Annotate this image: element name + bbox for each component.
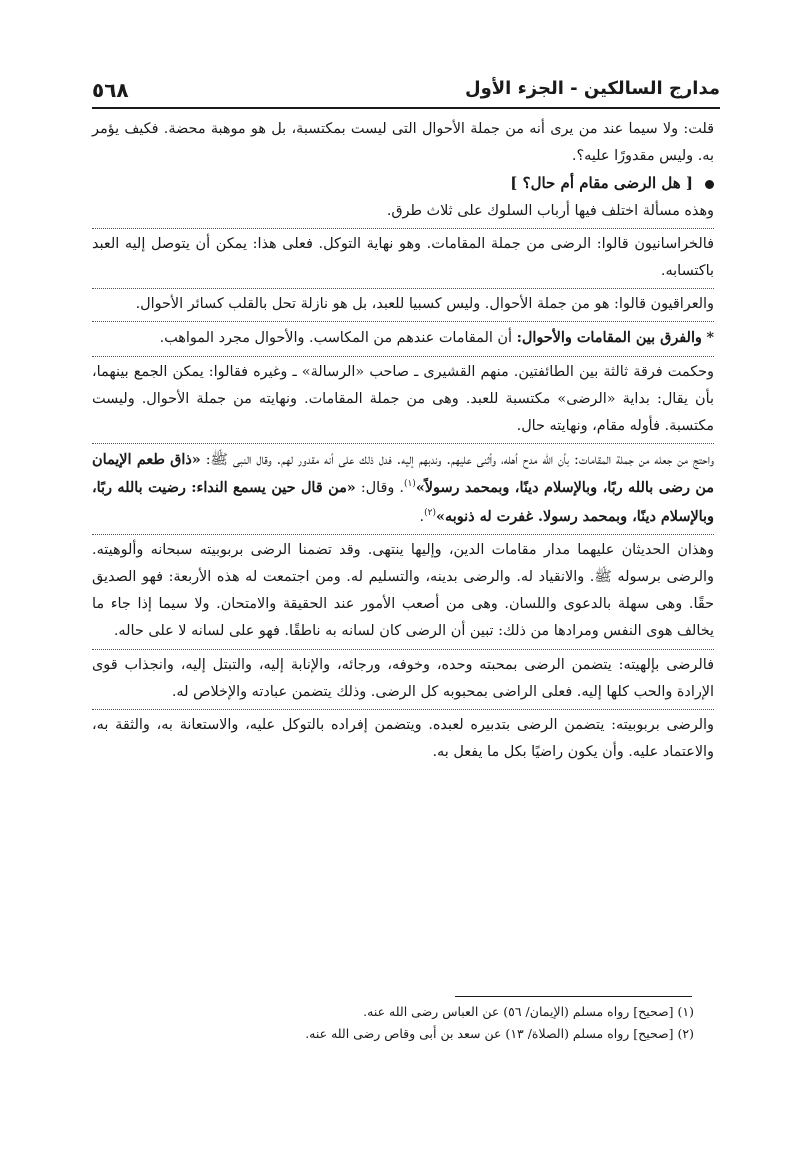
section-heading bbox=[92, 170, 714, 197]
footnote: (٢) [صحيح] رواه مسلم (الصلاة/ ١٣) عن سعد بن أبى وقاص رضى الله عنه. bbox=[305, 1026, 694, 1041]
paragraph-text: . bbox=[419, 508, 425, 525]
paragraph-divider bbox=[92, 288, 714, 289]
footnote: (١) [صحيح] رواه مسلم (الإيمان/ ٥٦) عن العباس رضى الله عنه. bbox=[363, 1004, 694, 1019]
section-heading-text: [ هل الرضى مقام أم حال؟ ] bbox=[510, 174, 693, 193]
paragraph bbox=[92, 446, 714, 531]
bullet-icon bbox=[705, 180, 714, 189]
running-title: مدارج السالكين - الجزء الأول bbox=[464, 78, 720, 99]
star-icon: * bbox=[706, 329, 714, 347]
paragraph: قلت: ولا سيما عند من يرى أنه من جملة الأحوال التى ليست بمكتسبة، بل هو موهبة محضة. فكيف يؤمر به. وليس مقدورًا عليه؟. bbox=[92, 121, 714, 165]
footnotes bbox=[92, 1001, 694, 1045]
paragraph-divider bbox=[92, 443, 714, 444]
paragraph: والرضى بربوبيته: يتضمن الرضى بتدبيره لعبده. ويتضمن إفراده بالتوكل عليه، والاستعانة به، والثقة به، والاعتماد عليه. وأن يكون راضيًا بكل ما يفعل به. bbox=[92, 717, 714, 761]
paragraph: فالرضى بإلهيته: يتضمن الرضى بمحبته وحده، وخوفه، ورجائه، والإنابة إليه، والتبتل إليه، وانجذاب قوى الإرادة والحب كلها إليه. فعلى الراضى بمحبوبه كل الرضى. وذلك يتضمن عبادته والإخلاص له. bbox=[92, 656, 714, 700]
paragraph-text: . وقال: bbox=[360, 480, 404, 497]
paragraph bbox=[92, 324, 714, 352]
paragraph: وهذان الحديثان عليهما مدار مقامات الدين، وإليها ينتهى. وقد تضمنا الرضى بربوبيته سبحانه وألوهيته. والرضى برسوله ﷺ. والانقياد له. والرضى بدينه، والتسليم له. ومن اجتمعت له هذه الأربعة: فهو الصديق حقًا. وهى سهلة بالدعوى واللسان. وهى من أصعب الأمور عند الحقيقة والامتحان. ولا سيما إذا جاء ما يخالف هوى النفس ومرادها من ذلك: تبين أن الرضى كان لسانه به ناطقًا. فهو على لسانه لا على حاله. bbox=[92, 541, 714, 640]
paragraph-divider bbox=[92, 649, 714, 650]
paragraph-text: أن المقامات عندهم من المكاسب. والأحوال مجرد المواهب. bbox=[159, 330, 512, 347]
paragraph-text: واحتج من جعله من جملة المقامات: بأن الله مدح أهله، وأثنى عليهم. وندبهم إليه. فدل ذلك على أنه مقدور لهم. وقال النبى ﷺ: bbox=[205, 452, 715, 469]
header-rule bbox=[92, 107, 720, 109]
page-header bbox=[92, 78, 720, 108]
paragraph-divider bbox=[92, 356, 714, 357]
bold-phrase: والفرق بين المقامات والأحوال: bbox=[516, 329, 702, 347]
body-text bbox=[92, 116, 714, 766]
footnote-ref[interactable]: (٢) bbox=[424, 507, 436, 518]
paragraph-divider bbox=[92, 534, 714, 535]
paragraph-divider bbox=[92, 709, 714, 710]
paragraph-divider bbox=[92, 321, 714, 322]
footnote-rule bbox=[455, 996, 692, 997]
paragraph: وهذه مسألة اختلف فيها أرباب السلوك على ثلاث طرق. bbox=[386, 202, 714, 219]
paragraph-divider bbox=[92, 228, 714, 229]
hadith-quote: «من قال حين يسمع النداء: رضيت بالله ربًا، وبالإسلام دينًا، وبمحمد رسولا. غفرت له ذنوبه» bbox=[92, 479, 714, 525]
paragraph: والعراقيون قالوا: هو من جملة الأحوال. وليس كسبيا للعبد، بل هو نازلة تحل بالقلب كسائر الأحوال. bbox=[135, 296, 714, 313]
paragraph: فالخراسانيون قالوا: الرضى من جملة المقامات. وهو نهاية التوكل. فعلى هذا: يمكن أن يتوصل إليه العبد باكتسابه. bbox=[92, 235, 714, 280]
paragraph: وحكمت فرقة ثالثة بين الطائفتين. منهم القشيرى ـ صاحب «الرسالة» ـ وغيره فقالوا: يمكن الجمع بينهما، بأن يقال: بداية «الرضى» مكتسبة للعبد. وهى من جملة المقامات. ونهايته من جملة الأحوال. وليست مكتسبة. فأوله مقام، ونهايته حال. bbox=[92, 363, 714, 435]
hadith-quote: «ذاق طعم الإيمان من رضى بالله ربًا، وبالإسلام دينًا، وبمحمد رسولاً» bbox=[92, 451, 715, 497]
page-number: ٥٦٨ bbox=[92, 78, 129, 102]
footnote-ref[interactable]: (١) bbox=[403, 479, 416, 490]
